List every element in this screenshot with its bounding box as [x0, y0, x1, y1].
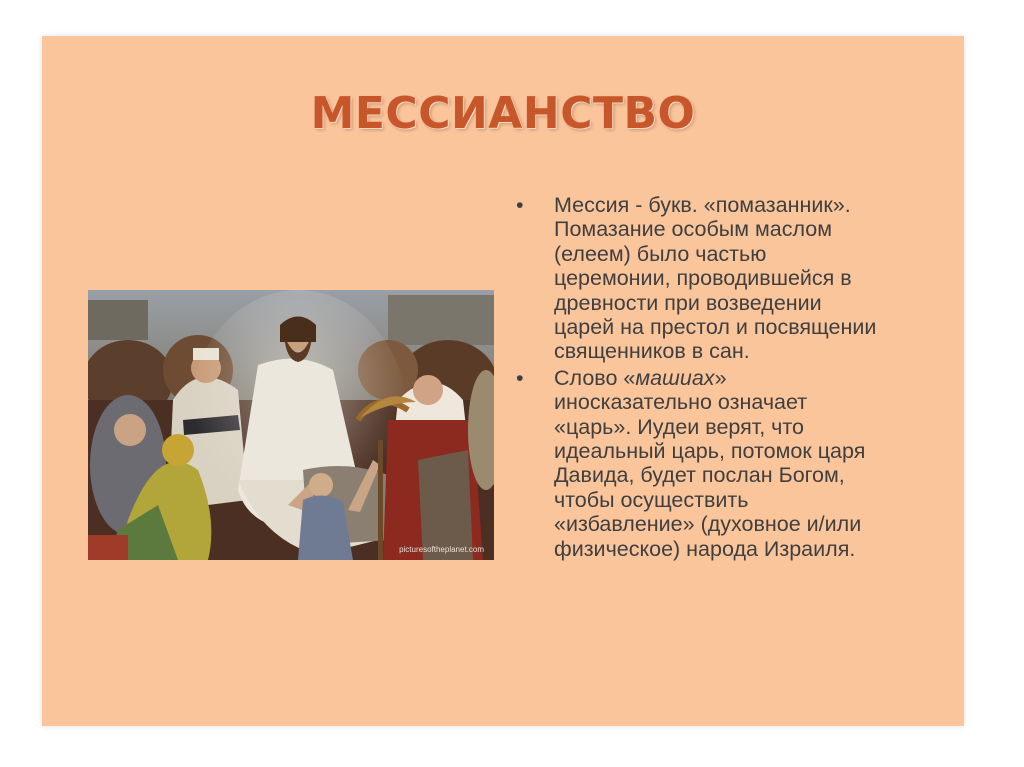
text-line: Давида, будет послан Богом, — [554, 463, 845, 488]
text-line: иносказательно означает — [554, 390, 808, 415]
bullet-list — [516, 193, 936, 563]
text-line — [554, 366, 936, 390]
italic-term: машиах — [635, 365, 715, 390]
text-fragment: Слово « — [554, 365, 636, 390]
text-line: церемонии, проводившейся в — [554, 266, 852, 291]
text-line: Мессия - букв. «помазанник». — [554, 193, 851, 217]
text-line: древности при возведении — [554, 290, 822, 315]
bullet-item-messiah — [516, 193, 936, 364]
text-line: «царь». Иудеи верят, что — [554, 414, 804, 439]
slide-title: МЕССИАНСТВО — [310, 88, 696, 139]
painting-image — [88, 290, 494, 560]
bullet-dot: • — [516, 193, 524, 217]
text-line: Помазание особым маслом — [554, 217, 832, 242]
text-line: (елеем) было частью — [554, 241, 767, 266]
text-line: царей на престол и посвящении — [554, 315, 877, 340]
bullet-dot: • — [516, 365, 524, 390]
text-line: чтобы осуществить — [554, 487, 749, 512]
text-line: физическое) народа Израиля. — [554, 536, 856, 561]
image-watermark: picturesoftheplanet.com — [399, 545, 484, 554]
text-fragment: » — [714, 365, 727, 390]
text-line: идеальный царь, потомок царя — [554, 439, 866, 464]
text-line: «избавление» (духовное и/или — [554, 512, 862, 537]
bullet-item-mashiach — [516, 366, 936, 561]
text-line: священников в сан. — [554, 339, 750, 364]
